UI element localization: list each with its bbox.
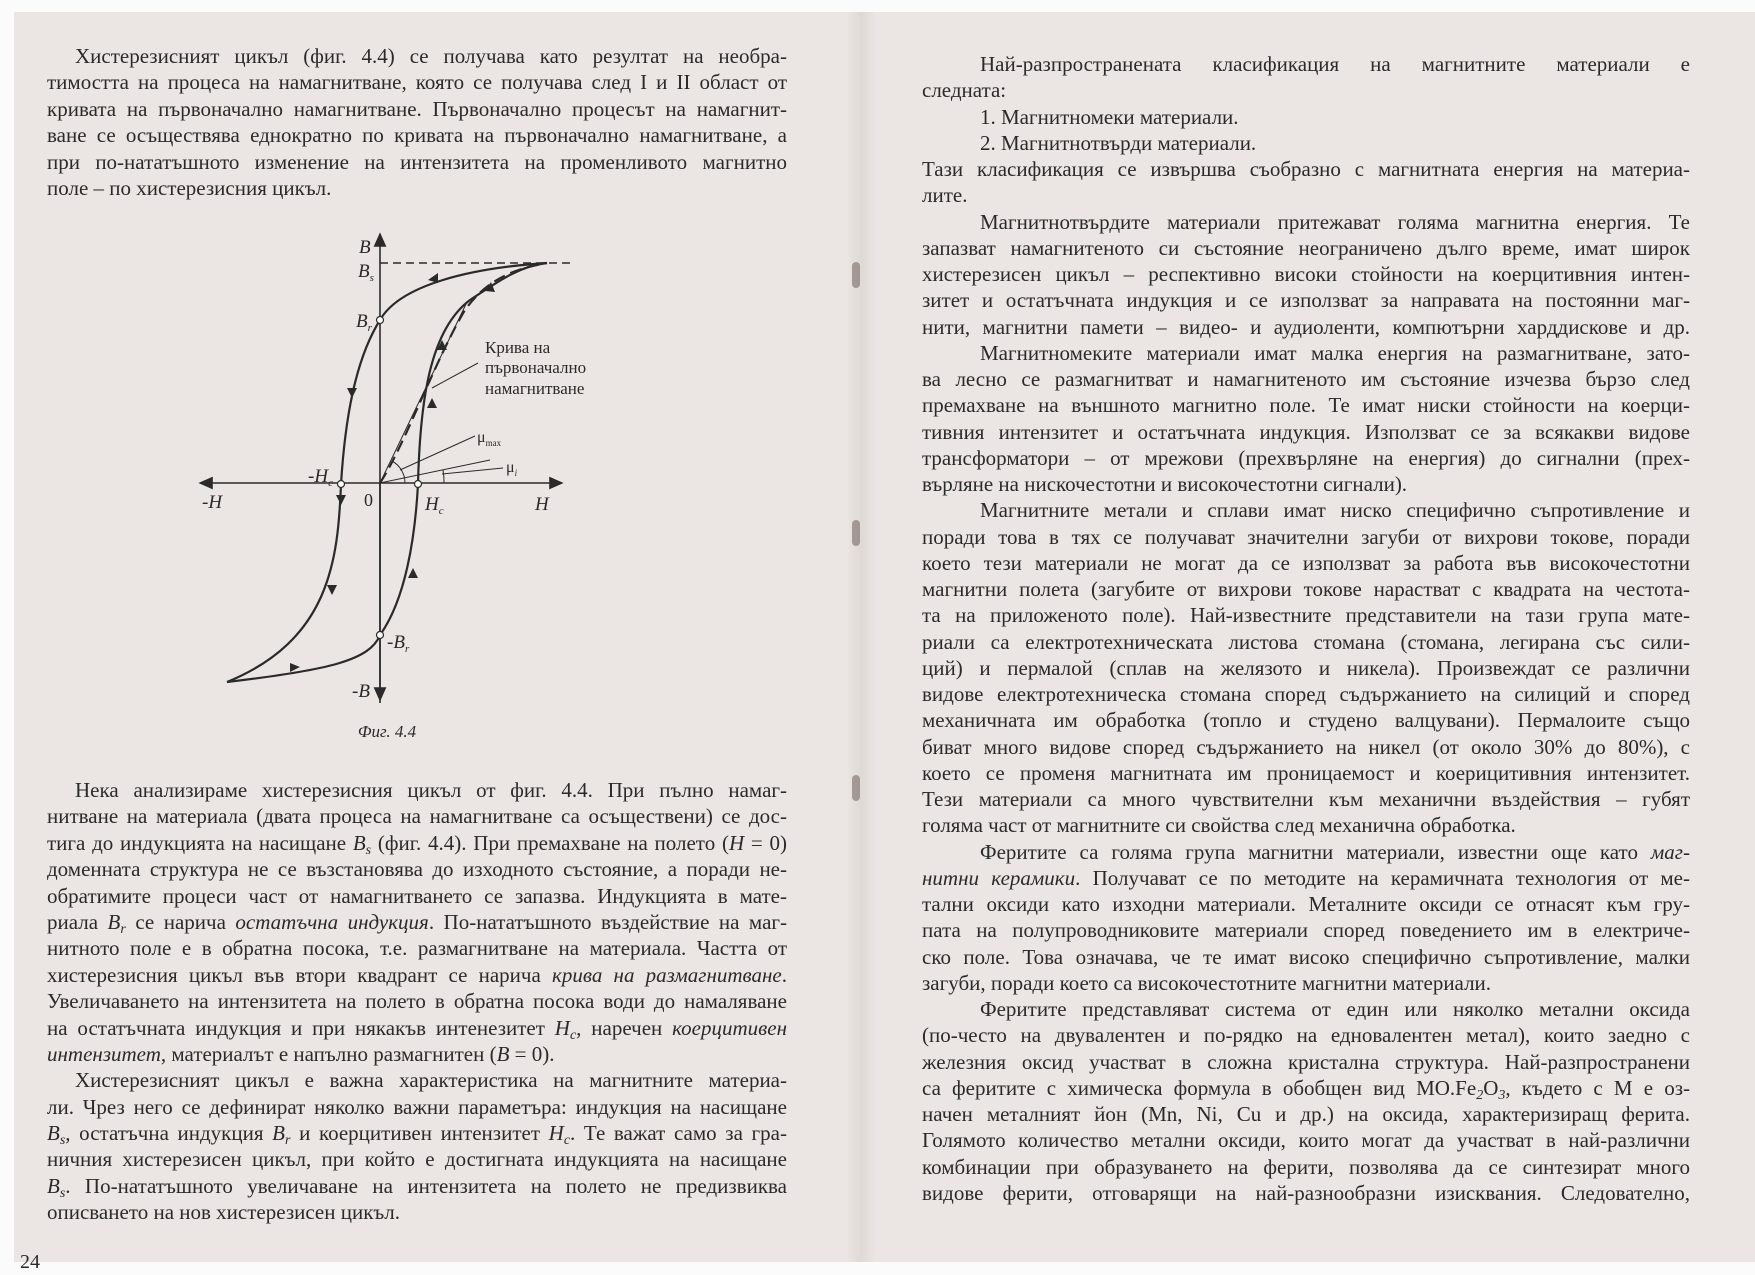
text-line	[922, 996, 1690, 1022]
text-line	[922, 1180, 1690, 1206]
text-run: трансформатори – от мрежови (прехвърляне на енергия) до сигнални (прех-	[922, 445, 1690, 470]
text-line	[47, 1146, 787, 1172]
text-run: хистерезисния цикъл във втори квадрант се нарича	[47, 962, 553, 987]
descending-branch	[227, 263, 547, 682]
text-line	[922, 77, 1690, 103]
italic-text: H	[728, 830, 745, 855]
text-run: което тези материали не могат да се използват за работа във високочестотни	[922, 550, 1690, 575]
mu-max-label: $\mu_{max}$	[477, 429, 502, 448]
right-page-text	[922, 51, 1690, 1206]
subscript: s	[59, 1185, 66, 1201]
text-run: и коерцитивен интензитет	[290, 1121, 549, 1146]
text-line	[47, 1015, 787, 1041]
bs-label: $B_s$	[358, 261, 374, 284]
text-run: = 0)	[744, 830, 788, 855]
text-run: Феритите представляват система от един или няколко метални оксида	[980, 997, 1690, 1021]
text-run: тига до индукцията на насищане	[47, 830, 353, 855]
text-line	[47, 830, 787, 856]
text-run: се нарича	[125, 909, 236, 934]
text-line	[47, 1120, 787, 1149]
text-line	[922, 707, 1690, 733]
curve-label-line-2: първоначално	[485, 358, 587, 377]
neg-h-label: -H	[202, 492, 223, 513]
text-line	[922, 1101, 1690, 1127]
text-run: .	[781, 962, 787, 987]
text-line	[922, 182, 1690, 208]
italic-text: B	[47, 1173, 60, 1198]
text-line	[47, 988, 787, 1014]
text-line	[922, 1154, 1690, 1180]
text-line	[922, 760, 1690, 786]
text-run: . Те важат само за гра-	[570, 1121, 787, 1146]
text-run: върляне на нискочестотни и високочестотни сигнали).	[922, 472, 1408, 496]
italic-text: B	[107, 909, 121, 934]
text-line	[922, 209, 1690, 235]
hc-label: $H_c$	[425, 494, 444, 517]
text-line	[922, 314, 1690, 340]
origin-label: 0	[364, 490, 373, 510]
binding-hole	[852, 262, 860, 288]
text-run: механичната им обработка (топло и студено валцувани). Пермалоите също	[922, 708, 1690, 733]
neg-hc-label: $-H_c$	[308, 466, 333, 489]
text-run: премахване на външното магнитно поле. Те имат ниски стойности на коерци-	[922, 393, 1690, 418]
text-line	[922, 629, 1690, 655]
text-line	[922, 156, 1690, 182]
text-line	[47, 803, 787, 829]
text-line	[922, 970, 1690, 996]
neg-b-axis-label: -B	[352, 681, 370, 702]
figure-caption: Фиг. 4.4	[357, 722, 417, 741]
text-run: . По-нататъшното въздействие на маг-	[428, 909, 788, 934]
text-line	[47, 1173, 787, 1199]
text-line	[922, 944, 1690, 970]
text-line	[47, 1199, 787, 1225]
text-line	[922, 655, 1690, 681]
italic-text: B	[272, 1121, 285, 1146]
mu-i-label: $\mu_i$	[506, 459, 518, 478]
text-run: на остатъчната индукция и при някакъв интенезитет	[47, 1015, 555, 1040]
text-run: видове електротехническа стомана според съдържанието на силиций и според	[922, 682, 1690, 706]
text-run: , материалът е напълно размагнитен (	[160, 1041, 497, 1066]
hysteresis-loop-figure	[180, 220, 600, 750]
mu-max-tangent	[380, 302, 467, 483]
text-run: ва лесно се размагнитват и намагнитеното им състояние изчезва бързо след	[922, 367, 1690, 391]
mu-i-tangent	[380, 460, 490, 483]
text-line	[47, 43, 787, 69]
subscript: c	[563, 1133, 571, 1149]
italic-text: B	[47, 1121, 60, 1146]
left-page-analysis-paragraphs	[47, 777, 787, 1226]
text-run: Магнитномеките материали имат малка енергия на размагнитване, зато-	[980, 340, 1690, 365]
text-run: Тази класификация се извършва съобразно с магнитната енергия на материа-	[922, 157, 1690, 181]
book-gutter	[846, 12, 876, 1262]
br-label: $B_r$	[356, 311, 372, 334]
list-item	[922, 130, 1690, 156]
text-run: поле – по хистерезисния цикъл.	[47, 175, 332, 200]
text-run: нитното поле е в обратна посока, т.е. размагнитване на материала. Частта от	[47, 936, 787, 961]
italic-text: B	[496, 1041, 510, 1066]
text-line	[47, 856, 787, 882]
text-run: = 0).	[509, 1041, 555, 1066]
text-run: пата на полупроводниковите материали според поведението им в електриче-	[922, 918, 1690, 943]
text-line	[922, 51, 1690, 77]
page-number: 24	[20, 1251, 40, 1273]
text-line	[47, 122, 787, 148]
text-line	[922, 602, 1690, 628]
text-run: магнитни полета (загубите от вихрови токове нарастват с квадрата на честота-	[922, 577, 1690, 601]
text-run: , наречен	[576, 1015, 673, 1040]
mu-max-leader	[400, 436, 475, 470]
text-run: лите.	[922, 183, 968, 208]
subscript: s	[365, 842, 372, 858]
text-run: 2. Магнитнотвърди материали.	[980, 130, 1257, 155]
text-run: биват много видове според съдържанието на никел (от около 30% до 80%), с	[922, 734, 1690, 759]
text-run: запазват намагнитеното си състояние неограничено дълго време, имат широк	[922, 235, 1690, 260]
text-line	[47, 96, 787, 122]
text-run: което се променя магнитната им проницаемост и коерицитивния интензитет.	[922, 760, 1690, 785]
text-line	[922, 497, 1690, 523]
text-run: Магнитнотвърдите материали притежават голяма магнитна енергия. Те	[980, 209, 1690, 234]
ascending-branch	[227, 263, 547, 682]
text-run: риала	[47, 909, 108, 934]
curve-label-line-1: Крива на	[485, 338, 551, 357]
text-run: тивния интензитет и остатъчната индукция. Използват се за всякакви видове	[922, 419, 1690, 444]
subscript: c	[569, 1027, 577, 1043]
subscript: r	[120, 921, 126, 937]
text-line	[922, 681, 1690, 707]
text-line	[922, 891, 1690, 917]
curve-label-leader	[432, 363, 478, 388]
text-line	[922, 287, 1690, 313]
curve-label-line-3: намагнитване	[485, 379, 585, 398]
text-run: . По-нататъшното увеличаване на интензитета на полето не предизвиква	[65, 1173, 787, 1198]
text-run: железния оксид участват в сложна кристална структура. Най-разпространени	[922, 1049, 1690, 1074]
text-line	[47, 1041, 787, 1067]
text-line	[47, 935, 787, 961]
italic-text: интензитет	[47, 1041, 161, 1066]
text-run: Хистерезисният цикъл е важна характеристика на магнитните материа-	[75, 1068, 787, 1093]
text-run: хистерезисен цикъл – респективно високи стойности на коерцитивния интен-	[922, 262, 1690, 286]
italic-text: нитни керамики	[922, 865, 1076, 890]
text-line	[47, 69, 787, 95]
text-run: , където с M е оз-	[1505, 1075, 1690, 1100]
text-line	[922, 1075, 1690, 1101]
text-run: Голямото количество метални оксиди, които могат да участват в най-различни	[922, 1128, 1690, 1153]
text-line	[922, 340, 1690, 366]
italic-text: H	[554, 1015, 570, 1040]
text-line	[922, 392, 1690, 418]
binding-hole	[852, 775, 860, 801]
text-run: , остатъчна индукция	[65, 1121, 273, 1146]
text-run: ване се осъществява еднократно по кривата на първоначално намагнитване, а	[47, 123, 787, 148]
b-axis-label: B	[359, 237, 371, 258]
text-line	[922, 786, 1690, 812]
text-line	[922, 734, 1690, 760]
text-run: нити, магнитни памети – видео- и аудиоленти, компютърни харддискове и др.	[922, 314, 1690, 339]
text-run: зитет и остатъчната индукция и се използват за направата на постоянни маг-	[922, 288, 1690, 313]
subscript: r	[285, 1133, 291, 1149]
italic-text: крива на размагнитване	[552, 962, 782, 987]
italic-text: остатъчна индукция	[235, 909, 429, 934]
subscript: 2	[1476, 1087, 1484, 1103]
text-line	[47, 777, 787, 803]
text-run: тимостта на процеса на намагнитване, която се получава след I и II област от	[47, 70, 787, 95]
text-line	[922, 524, 1690, 550]
text-line	[47, 175, 787, 201]
text-line	[47, 883, 787, 909]
text-line	[922, 471, 1690, 497]
text-line	[922, 576, 1690, 602]
text-line	[922, 235, 1690, 261]
text-line	[47, 1094, 787, 1120]
subscript: s	[59, 1133, 66, 1149]
text-run: (по-често на двувалентен и по-рядко на едновалентен метал), които заедно с	[922, 1023, 1690, 1048]
text-run: ско поле. Това означава, че те имат високо специфично съпротивление, малки	[922, 944, 1690, 969]
text-run: Най-разпространената класификация на магнитните материали е	[980, 52, 1690, 76]
text-run: та на приложеното поле). Най-известните представители на тази група мате-	[922, 603, 1690, 628]
text-run: поради това в тях се получават значителни загуби от вихрови токове, поради	[922, 524, 1690, 549]
text-run: . Получават се по методите на керамичната технология от ме-	[1075, 865, 1690, 890]
text-run: Нека анализираме хистерезисния цикъл от фиг. 4.4. При пълно намаг-	[75, 778, 787, 802]
text-run: видове ферити, отговарящи на най-разнообразни изисквания. Следователно,	[922, 1180, 1690, 1205]
text-line	[922, 1049, 1690, 1075]
text-line	[922, 366, 1690, 392]
text-line	[922, 812, 1690, 838]
text-run: ли. Чрез него се дефинират няколко важни параметъра: индукция на насищане	[47, 1094, 787, 1119]
text-line	[47, 962, 787, 988]
text-run: Феритите са голяма група магнитни материали, известни още като	[980, 839, 1651, 864]
h-axis-label: H	[535, 494, 549, 515]
italic-text: коерцитивен	[672, 1015, 787, 1040]
mu-i-angle-arc	[443, 470, 444, 483]
text-line	[922, 917, 1690, 943]
text-run: Хистерезисният цикъл (фиг. 4.4) се получава като резултат на необра-	[75, 44, 787, 68]
text-line	[922, 419, 1690, 445]
text-run: нитване на материала (двата процеса на намагнитване са осъществени) се дос-	[47, 804, 787, 829]
text-run: доменната структура не се възстановява до изходното състояние, а поради не-	[47, 857, 787, 882]
text-run: описването на нов хистерезисен цикъл.	[47, 1200, 401, 1225]
text-line	[47, 909, 787, 935]
subscript: 3	[1498, 1087, 1506, 1103]
list-item	[922, 104, 1690, 130]
text-run: загуби, поради което са високочестотните магнитни материали.	[922, 970, 1492, 995]
italic-text: B	[352, 830, 366, 855]
text-line	[922, 550, 1690, 576]
text-line	[922, 1022, 1690, 1048]
binding-hole	[852, 520, 860, 546]
text-run: начен металният йон (Mn, Ni, Cu и др.) на оксида, характеризиращ ферита.	[922, 1102, 1690, 1126]
text-run: 1. Магнитномеки материали.	[980, 104, 1239, 129]
text-run: са феритите с химическа формула в обобщен вид MO.Fe	[922, 1075, 1477, 1100]
text-line	[922, 261, 1690, 287]
text-run: при по-нататъшното изменение на интензитета на променливото магнитно	[47, 149, 787, 174]
text-run: кривата на първоначално намагнитване. Първоначално процесът на намагнит-	[47, 96, 787, 121]
text-line	[922, 865, 1690, 891]
italic-text: H	[548, 1121, 564, 1146]
text-line	[922, 445, 1690, 471]
left-page-intro-paragraph	[47, 43, 787, 201]
text-run: комбинации при образуването на ферити, позволява да се синтезират много	[922, 1154, 1690, 1179]
text-run: Увеличаването на интензитета на полето в обратна посока води до намаляване	[47, 989, 787, 1014]
text-run: ничния хистерезисен цикъл, при който е достигната индукцията на насищане	[47, 1147, 787, 1172]
text-run: ций) и пермалой (сплав на желязото и никела). Произвеждат се различни	[922, 655, 1690, 680]
italic-text: маг-	[1650, 839, 1690, 864]
text-run: Магнитните метали и сплави имат ниско специфично съпротивление и	[980, 498, 1690, 523]
text-run: (фиг. 4.4). При премахване на полето (	[371, 830, 729, 855]
text-run: риали са електротехническата листова стомана (стомана, легирана със сили-	[922, 629, 1690, 654]
text-run: O	[1483, 1075, 1499, 1100]
text-line	[47, 149, 787, 175]
text-run: Тези материали са много чувствителни към механични въздействия – губят	[922, 787, 1690, 811]
text-line	[922, 839, 1690, 865]
text-line	[47, 1067, 787, 1093]
text-run: следната:	[922, 78, 1007, 103]
text-run: обратимите процеси част от намагнитването се запазва. Индукцията в мате-	[47, 883, 787, 908]
neg-br-label: $-B_r$	[387, 632, 410, 655]
text-run: тални оксиди като изходни материали. Металните оксиди се отнасят към гру-	[922, 892, 1690, 916]
mu-i-leader	[442, 468, 503, 474]
text-line	[922, 1127, 1690, 1153]
text-run: голяма част от магнитните си свойства след механична обработка.	[922, 813, 1516, 838]
